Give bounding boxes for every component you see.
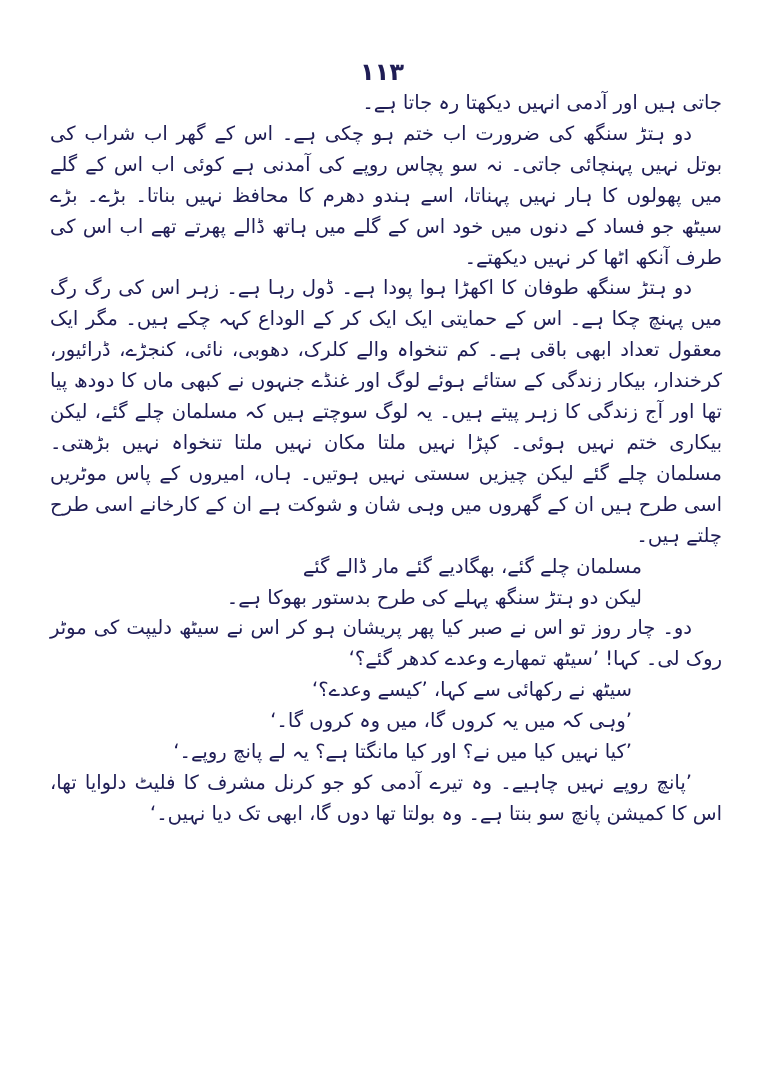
paragraph: ’پانچ روپے نہیں چاہیے۔ وہ تیرے آدمی کو جو کرنل مشرف کا فلیٹ دلوایا تھا، اس کا کمیشن پانچ سو بنتا ہے۔ وہ بولتا تھا دوں گا، ابھی تک دیا نہیں۔‘ bbox=[50, 770, 722, 825]
paragraph: دو ہتڑ سنگھ کی ضرورت اب ختم ہو چکی ہے۔ اس کے گھر اب شراب کی بوتل نہیں پہنچائی جاتی۔ نہ سو پچاس روپے کی آمدنی ہے کوئی اب اس کے گلے میں پھولوں کا ہار نہیں پہناتا، اسے ہندو دھرم کا محافظ نہیں بناتا۔ بڑے۔ بڑے سیٹھ جو فساد کے دنوں میں خود اس کے گلے میں ہاتھ ڈالے پھرتے تھے اب اس کی طرف آنکھ اٹھا کر نہیں دیکھتے۔ bbox=[50, 121, 722, 269]
paragraph: جاتی ہیں اور آدمی انہیں دیکھتا رہ جاتا ہے۔ bbox=[362, 91, 722, 114]
paragraph: دو۔ چار روز تو اس نے صبر کیا پھر پریشان ہو کر اس نے سیٹھ دلیپت کی موٹر روک لی۔ کہا! ’سیٹھ تمھارے وعدے کدھر گئے؟‘ bbox=[50, 616, 722, 671]
dialogue-line: سیٹھ نے رکھائی سے کہا، ’کیسے وعدے؟‘ bbox=[312, 678, 632, 702]
verse-line: لیکن دو ہتڑ سنگھ پہلے کی طرح بدستور بھوکا ہے۔ bbox=[226, 585, 642, 609]
verse-line: مسلمان چلے گئے، بھگادیے گئے مار ڈالے گئے bbox=[302, 554, 642, 578]
dialogue-line: ’وہی کہ میں یہ کروں گا، میں وہ کروں گا۔‘ bbox=[270, 709, 632, 733]
page-body-text bbox=[50, 88, 722, 830]
dialogue-line: ’کیا نہیں کیا میں نے؟ اور کیا مانگتا ہے؟ یہ لے پانچ روپے۔‘ bbox=[173, 740, 632, 764]
paragraph: دو ہتڑ سنگھ طوفان کا اکھڑا ہوا پودا ہے۔ ڈول رہا ہے۔ زہر اس کی رگ رگ میں پہنچ چکا ہے۔ اس کے حمایتی ایک ایک کر کے الوداع کہہ چکے ہیں۔ مگر ایک معقول تعداد ابھی باقی ہے۔ کم تنخواہ والے کلرک، دھوبی، نائی، کنجڑے، ڈرائیور، کرخندار، بیکار زندگی کے ستائے ہوئے لوگ اور غنڈے جنہوں نے کبھی ماں کا دودھ پیا تھا اور آج زندگی کا زہر پیتے ہیں۔ یہ لوگ سوچتے ہیں کہ مسلمان چلے گئے، لیکن بیکاری ختم نہیں ہوئی۔ کپڑا نہیں ملتا مکان نہیں ملتا تنخواہ نہیں بڑھتی۔ مسلمان چلے گئے لیکن چیزیں سستی نہیں ہوتیں۔ ہاں، امیروں کے پاس موٹریں اسی طرح ہیں ان کے گھروں میں وہی شان و شوکت ہے ان کے کارخانے اسی طرح چلتے ہیں۔ bbox=[50, 276, 722, 547]
page-number: ۱۱۳ bbox=[360, 58, 404, 86]
